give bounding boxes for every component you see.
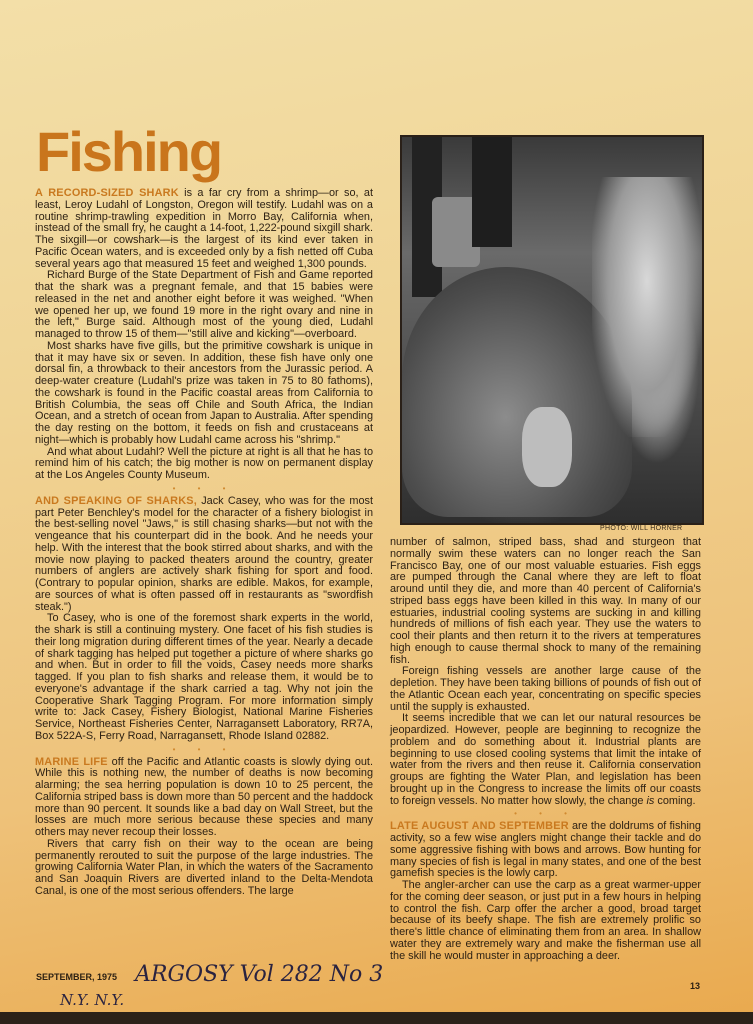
photo-shark-mouth [522, 407, 572, 487]
photo-man [592, 177, 702, 437]
separator: • • • [172, 483, 236, 493]
paragraph: The angler-archer can use the carp as a great warmer-upper for the coming deer season, or just put in a few hours in helping to control the fish. Carp offer the archer a good, broad target because of its beefy shape. The fish are extremely prolific so there's little chance of eliminating them from an area. In shallow water they are extremely wary and make the fisherman use all the skill he would muster in approaching a deer. [390, 879, 701, 962]
paragraph: number of salmon, striped bass, shad and sturgeon that normally swim these waters can no longer reach the San Francisco Bay, one of our most valuable estuaries. Fish eggs are pumped through the Canal where they are left to float around until they die, and more than 40 percent of California's striped bass eggs have been killed in this way. In many of our estuaries, industrial cooling systems are sucking in and killing hundreds of millions of fish each year. They use the waters to cool their plants and then return it to the rivers at temperatures high enough to cause thermal shock to many of the remaining fish. [390, 536, 701, 666]
photo-credit: PHOTO: WILL HORNER [600, 525, 683, 532]
paragraph: To Casey, who is one of the foremost shark experts in the world, the shark is still a continuing mystery. One facet of his fish studies is their long migration during different times of the year. Nearly a decade of shark tagging has helped put together a picture of where sharks go and when. But in order to fill the voids, Casey needs more sharks tagged. If you plan to fish sharks and release them, it would be to everyone's advantage if the shark carried a tag. Why not join the Cooperative Shark Tagging Program. For more information simply write to: Jack Casey, Fishery Biologist, National Marine Fisheries Service, Northeast Fisheries Center, Narragansett Laboratory, RR7A, Box 522A-S, Ferry Road, Narragansett, Rhode Island 02882. [35, 612, 373, 742]
footer-date: SEPTEMBER, 1975 [36, 972, 118, 982]
paragraph: MARINE LIFE off the Pacific and Atlantic coasts is slowly dying out. While this is nothing new, the number of deaths is now becoming alarming; the sea herring population is down 10 to 25 percent, the California striped bass is down more than 50 percent and the haddock more than 90 percent. It sounds like a bad day on Wall Street, but the losses are much more serious because these species and many others may never recoup their losses. [35, 755, 373, 838]
shark-photo [400, 135, 704, 525]
paragraph: Rivers that carry fish on their way to the ocean are being permanently rerouted to suit the purpose of the large industries. The growing California Water Plan, in which the waters of the Sacramento and San Joaquin Rivers are diverted inland to the Delta-Mendota Canal, is one of the most serious offenders. The large [35, 837, 373, 897]
paragraph: LATE AUGUST AND SEPTEMBER are the doldrums of fishing activity, so a few wise anglers might change their tackle and do some aggressive fishing with bows and arrows. Bow hunting for many species of fish is legal in many states, and one of the best gamefish species is the lowly carp. [390, 820, 701, 880]
subhead: AND SPEAKING OF SHARKS, [35, 494, 197, 507]
subhead: A RECORD-SIZED SHARK [35, 187, 179, 199]
subhead: LATE AUGUST AND SEPTEMBER [390, 820, 569, 833]
handwritten-note-location: N.Y. N.Y. [60, 991, 125, 1009]
paragraph: A RECORD-SIZED SHARK is a far cry from a shrimp—or so, at least, Leroy Ludahl of Longston, Oregon will testify. Ludahl was on a routine shrimp-trawling expedition in Morro Bay, California when, instead of the small fry, he caught a 14-foot, 1,222-pound sixgill shark. The sixgill—or cowshark—is the largest of its kind ever taken in Pacific Ocean waters, and is exceeded only by a fish netted off Cuba several years ago that measured 15 feet and weighed 1,300 pounds. [35, 187, 373, 270]
paragraph: Richard Burge of the State Department of Fish and Game reported that the shark was a pregnant female, and that 15 babies were released in the net and another eight before it was weighed. "When we opened her up, we found 19 more in the right ovary and nine in the left," Burge said. Although most of the young died, Ludahl managed to throw 15 of them—"still alive and kicking"—overboard. [35, 269, 373, 340]
handwritten-note: ARGOSY Vol 282 No 3 [135, 962, 384, 987]
scan-edge [0, 1012, 753, 1024]
page-number: 13 [690, 981, 701, 991]
paragraph: Foreign fishing vessels are another large cause of the depletion. They have been taking billions of pounds of fish out of the Atlantic Ocean each year, concentrating on specific species until the supply is exhausted. [390, 665, 701, 713]
section-title: Fishing [36, 120, 222, 183]
paragraph: Most sharks have five gills, but the primitive cowshark is unique in that it may have six or seven. In addition, these fish have only one dorsal fin, a throwback to their ancestors from the Jurassic period. A deep-water creature (Ludahl's prize was taken in 75 to 80 fathoms), the cowshark is found in the Pacific coastal areas from California to British Columbia, the seas off Chile and South Africa, the Indian Ocean, and a stretch of ocean from Japan to Australia. After spending the day resting on the bottom, it feeds on fish and crustaceans at night—which is probably how Ludahl came across his "shrimp." [35, 339, 373, 446]
right-column [390, 537, 701, 962]
paragraph: AND SPEAKING OF SHARKS, Jack Casey, who was for the most part Peter Benchley's model for the character of a fishery biologist in the best-selling novel "Jaws," is still chasing sharks—but not with the vengeance that his counterpart did in the book. And he needs your help. With the interest that the book stirred about sharks, and with the movie now playing to packed theaters around the country, greater numbers of anglers are actively shark fishing for sport and food. (Contrary to popular opinion, sharks are edible. Makos, for example, are sources of what is often passed off in restaurants as "swordfish steak.") [35, 494, 373, 613]
left-column [35, 188, 373, 898]
separator: • • • [172, 744, 236, 754]
paragraph: It seems incredible that we can let our natural resources be jeopardized. However, people are beginning to recognize the problem and do something about it. Industrial plants are beginning to use closed cooling systems that limit the intake of water from the rivers and then reuse it. California conservation groups are fighting the Water Plan, and legislation has been brought up in the Congress to increase the limits off our coasts to foreign vessels. No matter how slowly, the change is coming. [390, 712, 701, 807]
separator: • • • [514, 809, 577, 819]
subhead: MARINE LIFE [35, 755, 108, 768]
paragraph: And what about Ludahl? Well the picture at right is all that he has to remind him of his catch; the big mother is now on permanent display at the Los Angeles County Museum. [35, 445, 373, 481]
photo-figure [472, 137, 512, 247]
